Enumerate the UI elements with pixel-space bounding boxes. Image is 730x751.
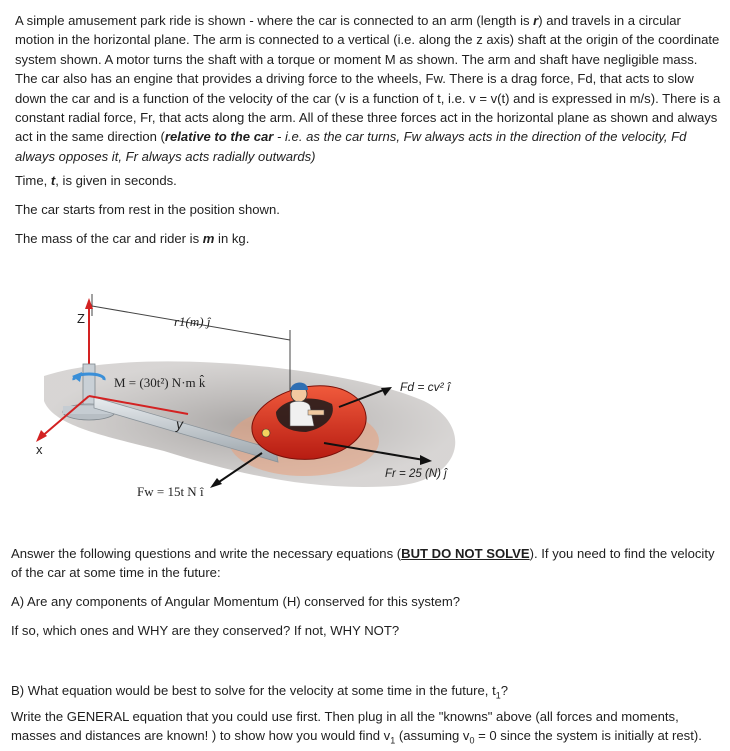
instructions: Answer the following questions and write the necessary equations (BUT DO NOT SOLVE). If you need to find the velocity of the car at some time in the future: [11,546,715,581]
mass-statement: The mass of the car and rider is m in kg. [15,231,250,246]
question-b: B) What equation would be best to solve for the velocity at some time in the future, $t_1$? [11,683,509,701]
question-b-followup: Write the GENERAL equation that you could use first. Then plug in all the "knowns" above (all forces and moments, masses and distances are known! ) to show how you would find $v_1$ (assuming $v_0 = 0$ since the system is initially at rest). [11,709,702,747]
z-axis-label: Z [77,311,85,326]
fw-arrowhead [210,478,222,488]
radial-force-label: Fr = 25 (N) ĵ [385,468,447,480]
amusement-ride-figure [14,276,514,536]
wheel-force-label: Fw = 15t N î [137,484,204,499]
arm-length-label: r1(m) ĵ [174,314,211,329]
question-a: A) Are any components of Angular Momentum (H) conserved for this system? [11,594,461,609]
drag-force-label: Fd = cv² î [400,380,451,394]
bumper-car-light [262,429,270,437]
rider-arm [308,410,324,415]
x-axis-label: x [36,442,43,457]
start-statement: The car starts from rest in the position shown. [15,202,280,217]
y-axis-label: y [176,416,183,432]
question-a-followup: If so, which ones and WHY are they conserved? If not, WHY NOT? [11,623,400,638]
ride-illustration [14,276,514,536]
time-statement: Time, t, is given in seconds. [15,173,177,188]
x-axis-arrowhead [36,430,47,442]
problem-description: A simple amusement park ride is shown - where the car is connected to an arm (length is r) and travels in a circular motion in the horizontal plane. The arm is connected to a vertical (i.e. along the z axis) shaft at the origin of the coordinate system shown. A motor turns the shaft with a torque or moment M as shown. The arm and shaft have negligible mass. The car also has an engine that provides a driving force to the wheels, Fw. There is a drag force, Fd, that acts to slow down the car and is a function of the velocity of the car (v is a function of t, i.e. v = v(t) and is expressed in m/s). There is a constant radial force, Fr, that acts along the arm. All of these three forces act in the horizontal plane as shown and always act in the same direction (relative to the car - i.e. as the car turns, Fw always acts in the direction of the velocity, Fd always opposes it, Fr always acts radially outwards) [15,13,721,164]
moment-label: M = (30t²) N·m k̂ [114,375,206,390]
